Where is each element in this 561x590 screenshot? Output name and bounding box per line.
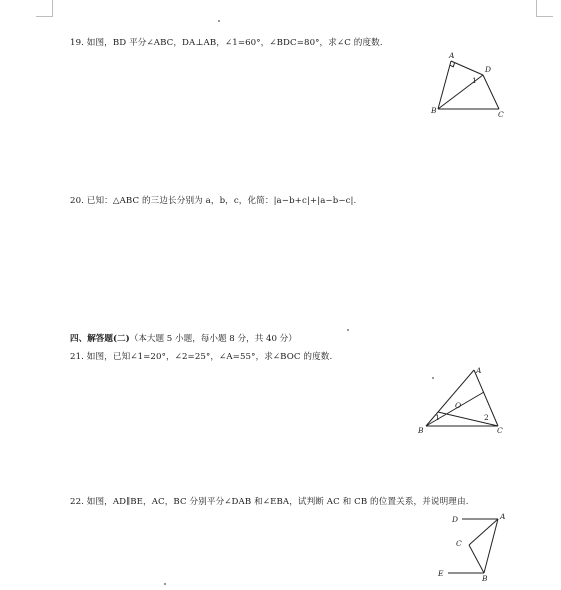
label-d: D xyxy=(485,65,492,74)
section-note: （本大题 5 小题，每小题 8 分，共 40 分） xyxy=(129,334,297,344)
label-a: A xyxy=(500,512,506,521)
question-20-text: 20. 已知：△ABC 的三边长分别为 a，b，c，化简：|a−b+c|+|a−b−c|. xyxy=(70,196,357,206)
label-angle-1: 1 xyxy=(472,76,477,85)
scan-speck xyxy=(164,583,166,585)
label-o: O xyxy=(455,401,462,410)
question-21-text: 21. 如图，已知∠1=20°，∠2=25°，∠A=55°，求∠BOC 的度数. xyxy=(70,352,333,362)
segment-ab xyxy=(426,370,474,426)
segment-ac xyxy=(469,519,498,545)
segment-ab xyxy=(438,61,451,109)
label-c: C xyxy=(498,110,504,119)
figure-22-diagram xyxy=(432,508,512,584)
figure-21-diagram xyxy=(414,362,514,438)
segment-co-extended xyxy=(438,412,498,426)
segment-ab xyxy=(484,519,498,573)
label-angle-1: 1 xyxy=(435,413,440,422)
scan-speck xyxy=(218,20,220,22)
label-c: C xyxy=(497,426,503,435)
label-b: B xyxy=(431,106,437,115)
label-a: A xyxy=(476,366,482,375)
figure-19-diagram xyxy=(428,50,512,122)
question-22-text: 22. 如图，AD∥BE，AC，BC 分别平分∠DAB 和∠EBA，试判断 AC 和 CB 的位置关系，并说明理由. xyxy=(70,497,469,507)
label-d: D xyxy=(452,515,459,524)
label-b: B xyxy=(418,426,424,435)
scan-speck xyxy=(347,329,349,331)
segment-dc xyxy=(483,75,499,109)
label-angle-2: 2 xyxy=(484,413,489,422)
question-19-text: 19. 如图，BD 平分∠ABC，DA⊥AB，∠1=60°，∠BDC=80°，求∠C 的度数. xyxy=(70,38,383,48)
crop-mark-top-left xyxy=(36,0,53,17)
label-c: C xyxy=(456,539,462,548)
segment-ad xyxy=(451,61,483,75)
crop-mark-top-right xyxy=(536,0,553,17)
segment-cb xyxy=(469,545,484,573)
section-title: 四、解答题(二) xyxy=(70,334,130,344)
label-e: E xyxy=(438,569,444,578)
label-b: B xyxy=(482,574,488,583)
label-a: A xyxy=(449,51,455,60)
section-heading xyxy=(70,334,297,345)
